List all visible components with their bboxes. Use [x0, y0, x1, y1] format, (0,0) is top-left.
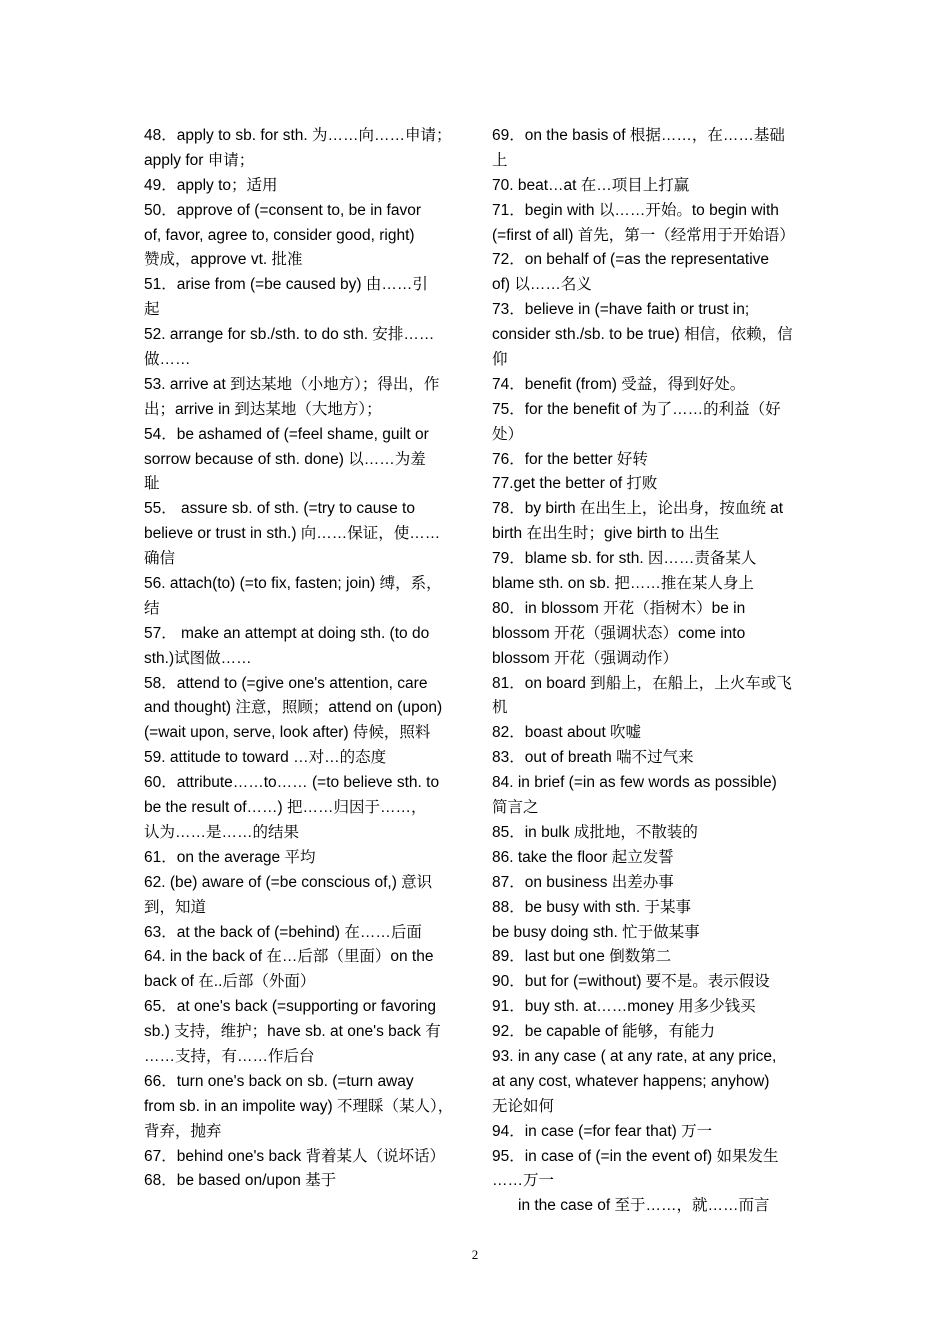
text-line: 77.get the better of 打败 [492, 475, 658, 493]
text-line: 51．arise from (=be caused by) 由……引 [144, 276, 428, 294]
text-line: 机 [492, 699, 508, 717]
text-line: 92．be capable of 能够，有能力 [492, 1023, 716, 1041]
text-line: 95．in case of (=in the event of) 如果发生 [492, 1147, 779, 1165]
text-line: 68．be based on/upon 基于 [144, 1172, 337, 1190]
text-line: ……万一 [492, 1172, 555, 1190]
right-text-column [492, 124, 814, 1219]
text-line: 仰 [492, 351, 508, 369]
text-line: 48．apply to sb. for sth. 为……向……申请； [144, 127, 452, 144]
text-line: 73．believe in (=have faith or trust in; [492, 301, 750, 319]
text-line: (=first of all) 首先，第一（经常用于开始语） [492, 226, 795, 244]
text-line: birth 在出生时；give birth to 出生 [492, 525, 720, 543]
text-line: consider sth./sb. to be true) 相信，依赖，信 [492, 326, 793, 344]
page-number: 2 [471, 1247, 479, 1262]
text-line: 53. arrive at 到达某地（小地方）；得出，作 [144, 375, 440, 393]
text-line: 75．for the benefit of 为了……的利益（好 [492, 400, 781, 418]
text-line: be busy doing sth. 忙于做某事 [492, 923, 700, 941]
text-line: 91．buy sth. at……money 用多少钱买 [492, 998, 756, 1016]
text-line: 上 [492, 151, 508, 169]
text-line: 71．begin with 以……开始。to begin with [492, 201, 779, 219]
text-line: 出；arrive in 到达某地（大地方）； [144, 400, 382, 418]
text-line: 67．behind one's back 背着某人（说坏话） [144, 1147, 446, 1165]
text-line: 简言之 [492, 799, 539, 817]
text-line: 54．be ashamed of (=feel shame, guilt or [144, 425, 429, 443]
text-line: of) 以……名义 [492, 276, 592, 294]
text-line: 84. in brief (=in as few words as possible) [492, 774, 777, 792]
text-line: 76．for the better 好转 [492, 450, 648, 468]
text-line: from sb. in an impolite way) 不理睬（某人）， [144, 1097, 454, 1115]
text-line: 94．in case (=for fear that) 万一 [492, 1122, 713, 1140]
text-line: 50．approve of (=consent to, be in favor [144, 201, 422, 219]
left-text-column [144, 124, 469, 1194]
text-line: 认为……是……的结果 [144, 823, 300, 841]
text-line: 83．out of breath 喘不过气来 [492, 749, 694, 767]
text-line: 90．but for (=without) 要不是。表示假设 [492, 973, 770, 991]
text-line: 79．blame sb. for sth. 因……责备某人 [492, 550, 757, 568]
text-line: be the result of……) 把……归因于……， [144, 799, 427, 817]
text-line: 到，知道 [144, 898, 207, 916]
text-line: 58．attend to (=give one's attention, care [144, 674, 428, 692]
text-line: 无论如何 [492, 1097, 555, 1115]
text-line: 处） [492, 425, 524, 443]
text-line: 69．on the basis of 根据……，在……基础 [492, 127, 785, 144]
text-line: 61．on the average 平均 [144, 848, 316, 866]
text-line: sb.) 支持，维护；have sb. at one's back 有 [144, 1023, 441, 1041]
text-line: 74．benefit (from) 受益，得到好处。 [492, 375, 746, 393]
text-line: blossom 开花（强调动作） [492, 649, 679, 667]
text-line: 确信 [144, 550, 176, 568]
text-line: back of 在..后部（外面） [144, 973, 316, 991]
text-line: 63．at the back of (=behind) 在……后面 [144, 923, 422, 941]
text-line: 55． assure sb. of sth. (=try to cause to [144, 500, 415, 518]
text-line: 背弃，抛弃 [144, 1122, 222, 1140]
text-line: 耻 [144, 475, 160, 493]
text-line: 87．on business 出差办事 [492, 873, 674, 891]
text-line: 85．in bulk 成批地，不散装的 [492, 823, 698, 841]
text-line: 起 [144, 301, 160, 319]
text-line: 49．apply to；适用 [144, 176, 278, 194]
text-line: 57． make an attempt at doing sth. (to do [144, 624, 430, 642]
text-line: blossom 开花（强调状态）come into [492, 624, 746, 642]
text-line: in the case of 至于……，就……而言 [518, 1197, 770, 1215]
text-line: blame sth. on sb. 把……推在某人身上 [492, 575, 754, 593]
text-line: 56. attach(to) (=to fix, fasten; join) 缚，系， [144, 575, 442, 593]
text-line: believe or trust in sth.) 向……保证，使…… [144, 525, 441, 543]
text-line: 72．on behalf of (=as the representative [492, 251, 770, 269]
text-line: 52. arrange for sb./sth. to do sth. 安排…… [144, 326, 435, 344]
text-line: 结 [144, 599, 160, 617]
text-line: 做…… [144, 351, 191, 369]
text-line: at any cost, whatever happens; anyhow) [492, 1072, 770, 1090]
text-line: 86. take the floor 起立发誓 [492, 848, 674, 866]
text-line: 60．attribute……to…… (=to believe sth. to [144, 774, 440, 792]
text-line: 80．in blossom 开花（指树木）be in [492, 599, 746, 617]
text-line: 64. in the back of 在…后部（里面）on the [144, 948, 434, 966]
text-line: 78．by birth 在出生上，论出身，按血统 at [492, 500, 784, 518]
text-line: and thought) 注意，照顾；attend on (upon) [144, 699, 443, 717]
text-line: 赞成，approve vt. 批准 [144, 251, 303, 269]
text-line: 93. in any case ( at any rate, at any price, [492, 1047, 777, 1065]
text-line: 82．boast about 吹嘘 [492, 724, 642, 742]
text-line: apply for 申请； [144, 151, 255, 169]
text-line: 62. (be) aware of (=be conscious of,) 意识 [144, 873, 433, 891]
text-line: (=wait upon, serve, look after) 侍候，照料 [144, 724, 431, 742]
text-line: of, favor, agree to, consider good, right) [144, 226, 415, 244]
text-line: 59. attitude to toward …对…的态度 [144, 749, 387, 767]
text-line: sorrow because of sth. done) 以……为羞 [144, 450, 426, 468]
text-line: ……支持，有……作后台 [144, 1047, 315, 1065]
text-line: sth.)试图做…… [144, 649, 252, 667]
text-line: 70. beat…at 在…项目上打赢 [492, 176, 690, 194]
text-line: 88．be busy with sth. 于某事 [492, 898, 691, 916]
text-line: 81．on board 到船上，在船上，上火车或飞 [492, 674, 792, 692]
text-line: 89．last but one 倒数第二 [492, 948, 672, 966]
text-line: 65．at one's back (=supporting or favoring [144, 998, 437, 1016]
text-line: 66．turn one's back on sb. (=turn away [144, 1072, 414, 1090]
